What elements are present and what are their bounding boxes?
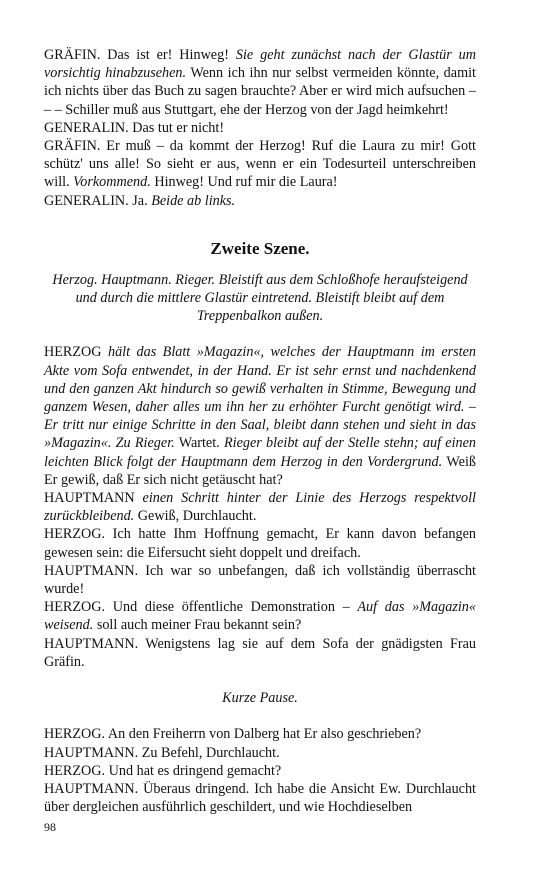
dialogue-line: HAUPTMANN einen Schritt hinter der Linie des Herzogs respektvoll zurückbleibend. Gewiß, Durchlaucht. — [44, 490, 477, 525]
speaker: HAUPTMANN. — [44, 780, 139, 797]
dialogue-line: HAUPTMANN. Zu Befehl, Durchlaucht. — [44, 744, 280, 761]
stage-direction: Vorkommend. — [73, 174, 151, 191]
speaker: GENERALIN. — [44, 119, 129, 136]
dialogue-line: HAUPTMANN. Ich war so unbefangen, daß ich vollständig überrascht wurde! — [44, 562, 476, 598]
stage-direction: hält das Blatt »Magazin«, welches der Hauptmann im ersten Akte vom Sofa entwendet, in der Hand. Er ist sehr ernst und nachdenkend und den ganzen Akt hindurch so gewiß verhalten in Stimme, Bewegung und ganzem Wesen, daher alles um ihn her zu erhöhter Furcht genötigt wird. – Er tritt nur einige Schritte in den Saal, bleibt dann stehen und sieht in das »Magazin«. Zu Rieger. — [44, 344, 476, 452]
dialogue-block-1 — [44, 46, 476, 210]
speaker: GRÄFIN. — [44, 47, 101, 63]
speaker: HERZOG. — [44, 599, 106, 616]
stage-direction: Auf das »Magazin« weisend. — [44, 599, 476, 634]
herzog-intro: HERZOG hält das Blatt »Magazin«, welches der Hauptmann im ersten Akte vom Sofa entwendet, in der Hand. Er ist sehr ernst und nachdenkend und den ganzen Akt hindurch so gewiß verhalten in Stimme, Bewegung und ganzem Wesen, daher alles um ihn her zu erhöhter Furcht genötigt wird. – Er tritt nur einige Schritte in den Saal, bleibt dann stehen und sieht in das »Magazin«. Zu Rieger. Wartet. Rieger bleibt auf der Stelle stehn; auf einen leichten Blick folgt der Hauptmann dem Herzog in den Vordergrund. Weiß Er gewiß, daß Er sich nicht getäuscht hat? — [44, 344, 476, 488]
speaker: HAUPTMANN — [44, 490, 135, 507]
speaker: HERZOG. — [44, 762, 106, 779]
pause-direction: Kurze Pause. — [222, 690, 298, 707]
spacer — [44, 325, 476, 343]
dialogue-line: HERZOG. Und hat es dringend gemacht? — [44, 762, 282, 779]
speaker: HAUPTMANN. — [44, 744, 139, 761]
dialogue-block-2 — [44, 489, 476, 671]
speaker: HERZOG. — [44, 726, 106, 743]
stage-direction: Sie geht zunächst nach der Glastür um vorsichtig hinabzusehen. — [44, 47, 477, 82]
speaker: GRÄFIN. — [44, 138, 101, 155]
dialogue-line: GRÄFIN. Das ist er! Hinweg! Sie geht zunächst nach der Glastür um vorsichtig hinabzusehen. Wenn ich ihn nur selbst vermeiden könnte, damit ich nichts über das Buch zu sagen brauchte? Aber er wird mich aufsuchen – – – Schiller muß aus Stuttgart, ehe der Herzog von der Jagd heimkehrt! — [44, 47, 477, 118]
speaker: HAUPTMANN. — [44, 635, 139, 652]
speaker: HAUPTMANN. — [44, 562, 139, 579]
dialogue-line: HERZOG. Ich hatte Ihm Hoffnung gemacht, Er kann davon befangen gewesen sein: die Eifersucht sieht doppelt und dreifach. — [44, 526, 476, 561]
dialogue-line: HERZOG. An den Freiherrn von Dalberg hat Er also geschrieben? — [44, 726, 422, 743]
stage-direction: Rieger bleibt auf der Stelle stehn; auf einen leichten Blick folgt der Hauptmann dem Herzog in den Vordergrund. — [44, 435, 476, 470]
page-body — [44, 46, 476, 816]
dialogue-line: GENERALIN. Ja. Beide ab links. — [44, 192, 236, 209]
speaker: HERZOG. — [44, 526, 106, 543]
stage-direction: einen Schritt hinter der Linie des Herzogs respektvoll zurückbleibend. — [44, 490, 477, 525]
scene-stage-direction: Herzog. Hauptmann. Rieger. Bleistift aus dem Schloßhofe heraufsteigend und durch die mittlere Glastür eintretend. Bleistift bleibt auf dem Treppenbalkon außen. — [52, 271, 468, 325]
dialogue-line: GRÄFIN. Er muß – da kommt der Herzog! Ruf die Laura zu mir! Gott schütz' uns alle! So sieht er aus, wenn er ein Todesurteil unterschreiben will. Vorkommend. Hinweg! Und ruf mir die Laura! — [44, 138, 476, 191]
dialogue-line: HERZOG. Und diese öffentliche Demonstration – Auf das »Magazin« weisend. soll auch meiner Frau bekannt sein? — [44, 599, 476, 634]
speaker: HERZOG — [44, 344, 102, 361]
dialogue-line: GENERALIN. Das tut er nicht! — [44, 119, 225, 136]
speaker: GENERALIN. — [44, 192, 129, 209]
stage-direction: Beide ab links. — [151, 192, 236, 209]
scene-title: Zweite Szene. — [210, 238, 310, 258]
dialogue-block-3 — [44, 725, 476, 816]
page-number: 98 — [44, 820, 56, 834]
dialogue-line: HAUPTMANN. Wenigstens lag sie auf dem Sofa der gnädigsten Frau Gräfin. — [44, 635, 476, 670]
dialogue-line: HAUPTMANN. Überaus dringend. Ich habe die Ansicht Ew. Durchlaucht über dergleichen ausführlich geschildert, und wie Hochdieselben — [44, 780, 476, 816]
